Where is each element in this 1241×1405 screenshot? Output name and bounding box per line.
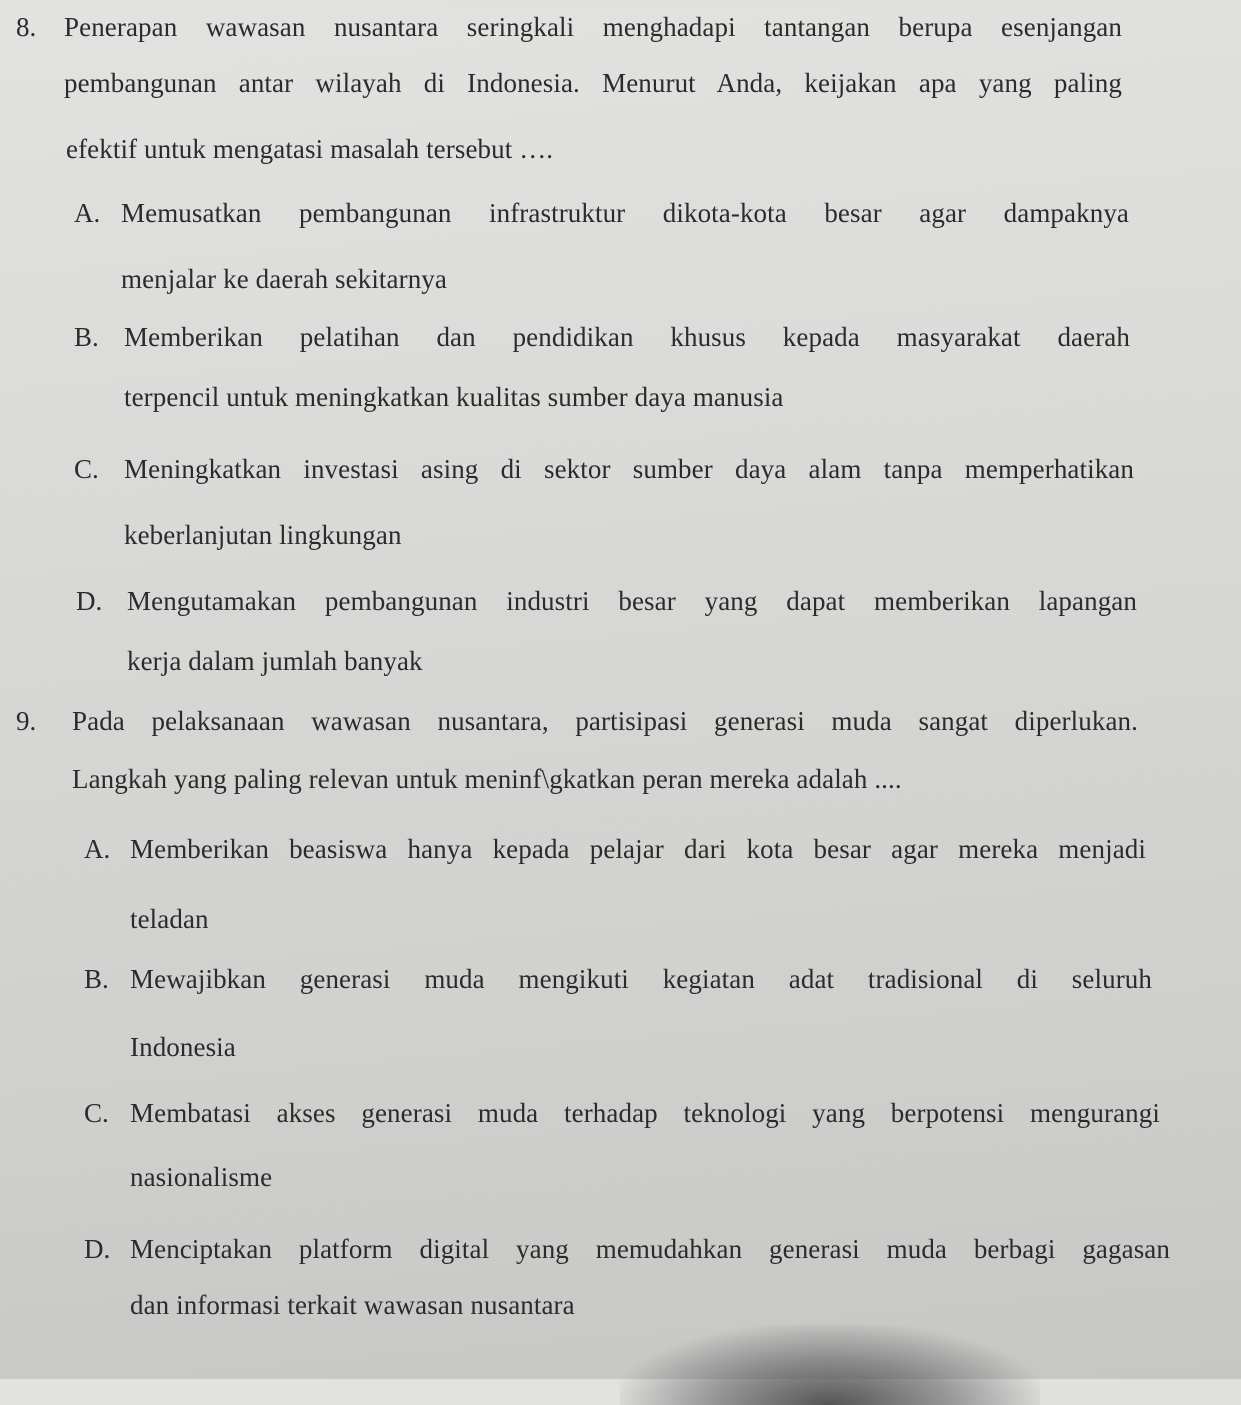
finger-shadow [620,1325,1040,1405]
option-text-line: Meningkatkan investasi asing di sektor sumber daya alam tanpa memperhatikan [124,454,1134,484]
option-text-line: Memusatkan pembangunan infrastruktur dikota-kota besar agar dampaknya [121,198,1129,228]
option-text-line: Membatasi akses generasi muda terhadap teknologi yang berpotensi mengurangi [130,1098,1160,1128]
option-text-line: Menciptakan platform digital yang memudahkan generasi muda berbagi gagasan [130,1234,1170,1264]
option-letter: A. [74,198,101,228]
option-letter: C. [74,454,99,484]
option-text-line: Memberikan pelatihan dan pendidikan khusus kepada masyarakat daerah [124,322,1130,352]
question-stem-line: efektif untuk mengatasi masalah tersebut …. [66,134,554,164]
question-number: 8. [16,12,37,42]
option-text-line: Mewajibkan generasi muda mengikuti kegiatan adat tradisional di seluruh [130,964,1152,994]
option-text-line: nasionalisme [130,1162,273,1192]
option-text-line: Indonesia [130,1032,236,1062]
question-stem-line: Pada pelaksanaan wawasan nusantara, partisipasi generasi muda sangat diperlukan. [72,706,1138,736]
question-number: 9. [16,706,37,736]
question-stem-line: pembangunan antar wilayah di Indonesia. Menurut Anda, keijakan apa yang paling [64,68,1122,98]
option-text-line: Mengutamakan pembangunan industri besar yang dapat memberikan lapangan [127,586,1137,616]
option-letter: D. [76,586,103,616]
option-text-line: dan informasi terkait wawasan nusantara [130,1290,575,1320]
question-stem-line: Langkah yang paling relevan untuk meninf\gkatkan peran mereka adalah .... [72,764,902,794]
option-letter: B. [74,322,99,352]
option-text-line: menjalar ke daerah sekitarnya [121,264,447,294]
option-text-line: teladan [130,904,209,934]
option-letter: C. [84,1098,109,1128]
option-letter: D. [84,1234,111,1264]
option-text-line: terpencil untuk meningkatkan kualitas sumber daya manusia [124,382,784,412]
option-text-line: kerja dalam jumlah banyak [127,646,423,676]
option-letter: A. [84,834,111,864]
question-stem-line: Penerapan wawasan nusantara seringkali menghadapi tantangan berupa esenjangan [64,12,1122,42]
option-letter: B. [84,964,109,994]
option-text-line: Memberikan beasiswa hanya kepada pelajar dari kota besar agar mereka menjadi [130,834,1146,864]
option-text-line: keberlanjutan lingkungan [124,520,402,550]
